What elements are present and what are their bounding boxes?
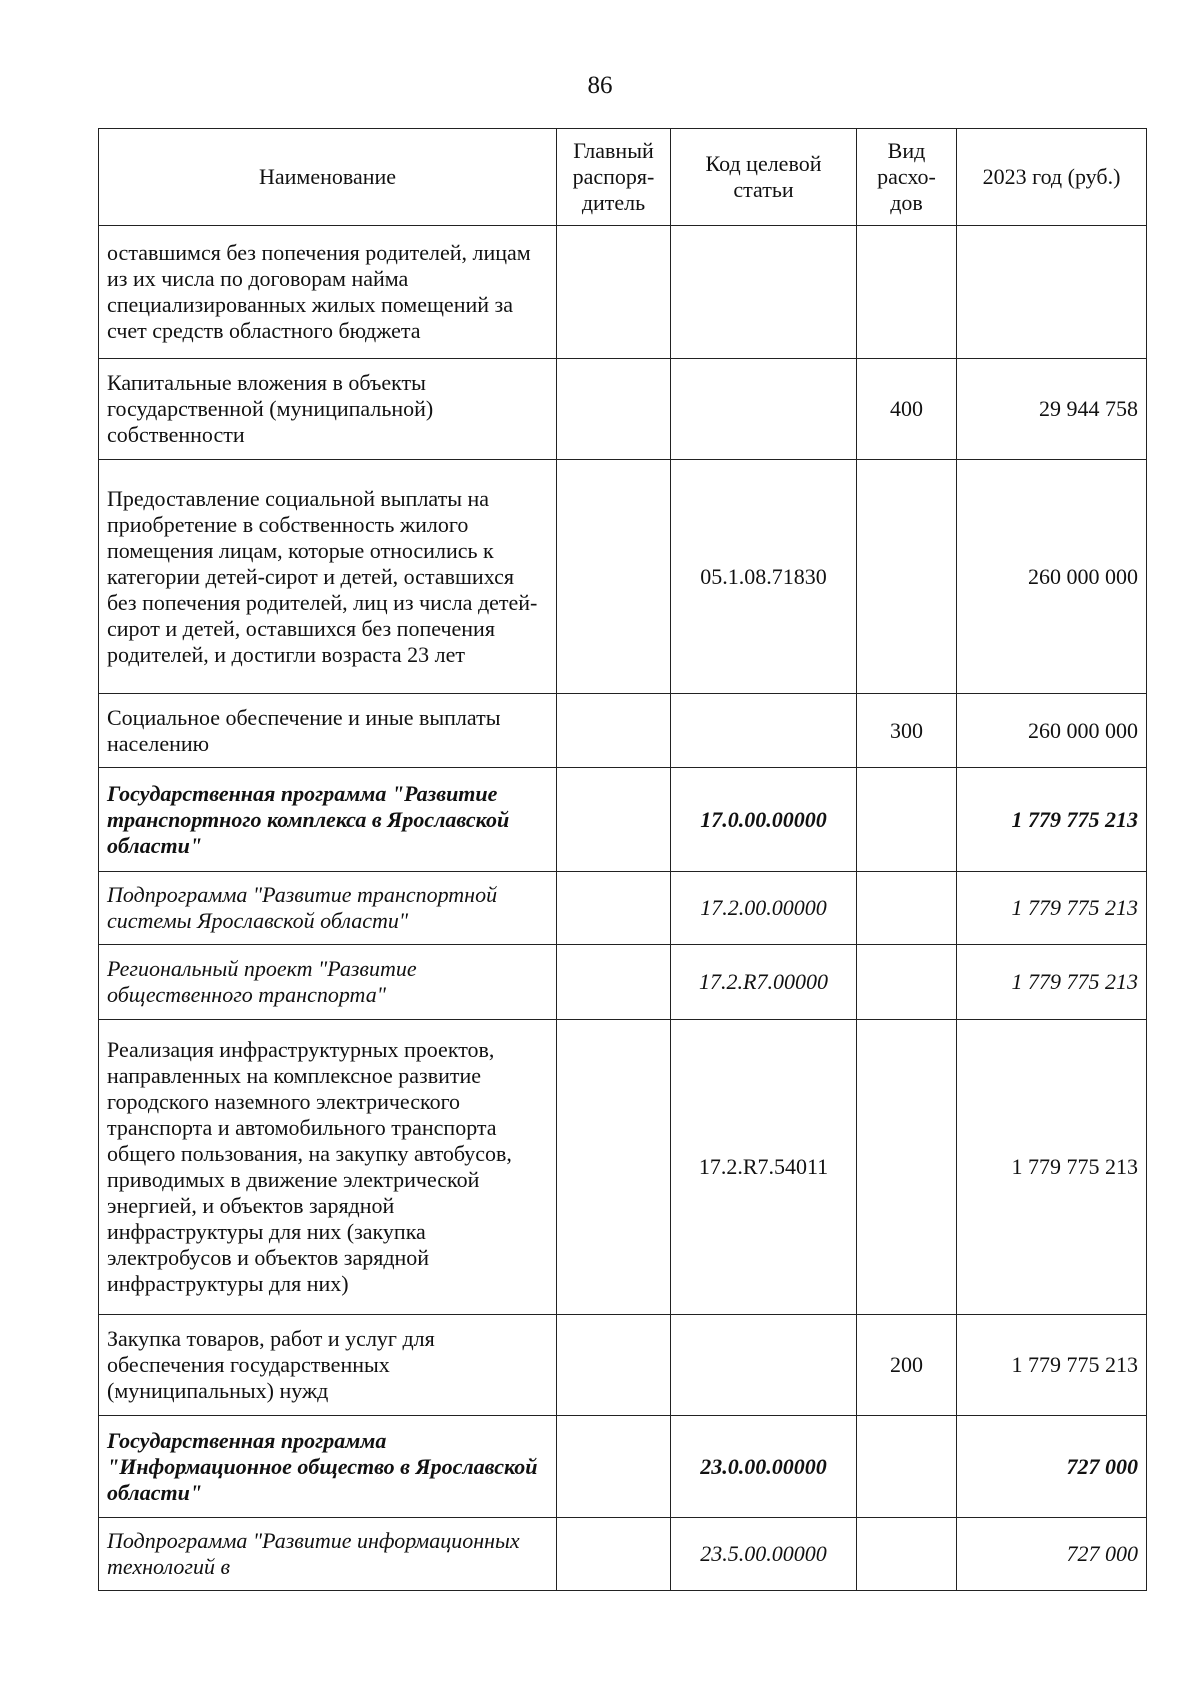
row-code: 23.5.00.00000	[671, 1518, 857, 1591]
row-kind	[857, 872, 957, 945]
row-name: Подпрограмма "Развитие информационных технологий в	[99, 1518, 557, 1591]
row-name: Государственная программа "Развитие транспортного комплекса в Ярославской области"	[99, 768, 557, 872]
row-admin	[557, 359, 671, 460]
row-name: Закупка товаров, работ и услуг для обеспечения государственных (муниципальных) нужд	[99, 1315, 557, 1416]
table-header-row	[99, 129, 1147, 226]
page-number: 86	[587, 72, 613, 99]
row-amount: 1 779 775 213	[957, 945, 1147, 1020]
row-name: Предоставление социальной выплаты на приобретение в собственность жилого помещения лицам, которые относились к категории детей-сирот и детей, оставшихся без попечения родителей, лиц из числа детей-сирот и детей, оставшихся без попечения родителей, и достигли возраста 23 лет	[99, 460, 557, 694]
row-kind: 200	[857, 1315, 957, 1416]
row-kind	[857, 460, 957, 694]
row-code: 17.2.00.00000	[671, 872, 857, 945]
table-row	[99, 945, 1147, 1020]
row-code: 17.2.R7.00000	[671, 945, 857, 1020]
row-admin	[557, 694, 671, 768]
row-code: 23.0.00.00000	[671, 1416, 857, 1518]
header-kind: Вид расхо-дов	[857, 129, 957, 226]
row-admin	[557, 226, 671, 359]
row-kind	[857, 945, 957, 1020]
row-admin	[557, 460, 671, 694]
row-kind	[857, 1416, 957, 1518]
row-admin	[557, 872, 671, 945]
header-amount: 2023 год (руб.)	[957, 129, 1147, 226]
table-row	[99, 359, 1147, 460]
row-code: 05.1.08.71830	[671, 460, 857, 694]
row-kind	[857, 1518, 957, 1591]
row-code	[671, 1315, 857, 1416]
table-row	[99, 694, 1147, 768]
row-code: 17.0.00.00000	[671, 768, 857, 872]
row-name: Подпрограмма "Развитие транспортной системы Ярославской области"	[99, 872, 557, 945]
table-row	[99, 872, 1147, 945]
table-row	[99, 768, 1147, 872]
row-amount: 1 779 775 213	[957, 872, 1147, 945]
row-admin	[557, 945, 671, 1020]
table-row	[99, 226, 1147, 359]
row-name: Реализация инфраструктурных проектов, направленных на комплексное развитие городского наземного электрического транспорта и автомобильного транспорта общего пользования, на закупку автобусов, приводимых в движение электрической энергией, и объектов зарядной инфраструктуры для них (закупка электробусов и объектов зарядной инфраструктуры для них)	[99, 1020, 557, 1315]
row-admin	[557, 1416, 671, 1518]
table-row	[99, 1020, 1147, 1315]
row-amount: 727 000	[957, 1518, 1147, 1591]
row-kind	[857, 1020, 957, 1315]
row-kind	[857, 226, 957, 359]
row-admin	[557, 1518, 671, 1591]
table-row	[99, 1518, 1147, 1591]
row-kind: 300	[857, 694, 957, 768]
row-name: Региональный проект "Развитие общественного транспорта"	[99, 945, 557, 1020]
row-name: оставшимся без попечения родителей, лицам из их числа по договорам найма специализированных жилых помещений за счет средств областного бюджета	[99, 226, 557, 359]
row-code	[671, 226, 857, 359]
row-kind	[857, 768, 957, 872]
row-amount: 727 000	[957, 1416, 1147, 1518]
header-admin: Главный распоря-дитель	[557, 129, 671, 226]
row-amount	[957, 226, 1147, 359]
row-name: Социальное обеспечение и иные выплаты населению	[99, 694, 557, 768]
row-admin	[557, 1315, 671, 1416]
row-name: Государственная программа "Информационное общество в Ярославской области"	[99, 1416, 557, 1518]
row-admin	[557, 768, 671, 872]
table-row	[99, 1416, 1147, 1518]
row-admin	[557, 1020, 671, 1315]
row-code	[671, 694, 857, 768]
table-row	[99, 1315, 1147, 1416]
row-kind: 400	[857, 359, 957, 460]
row-amount: 1 779 775 213	[957, 768, 1147, 872]
table-row	[99, 460, 1147, 694]
row-code: 17.2.R7.54011	[671, 1020, 857, 1315]
row-amount: 1 779 775 213	[957, 1315, 1147, 1416]
row-code	[671, 359, 857, 460]
row-amount: 1 779 775 213	[957, 1020, 1147, 1315]
row-amount: 260 000 000	[957, 460, 1147, 694]
row-amount: 29 944 758	[957, 359, 1147, 460]
header-code: Код целевой статьи	[671, 129, 857, 226]
budget-table	[98, 128, 1147, 1591]
header-name: Наименование	[99, 129, 557, 226]
row-name: Капитальные вложения в объекты государственной (муниципальной) собственности	[99, 359, 557, 460]
row-amount: 260 000 000	[957, 694, 1147, 768]
